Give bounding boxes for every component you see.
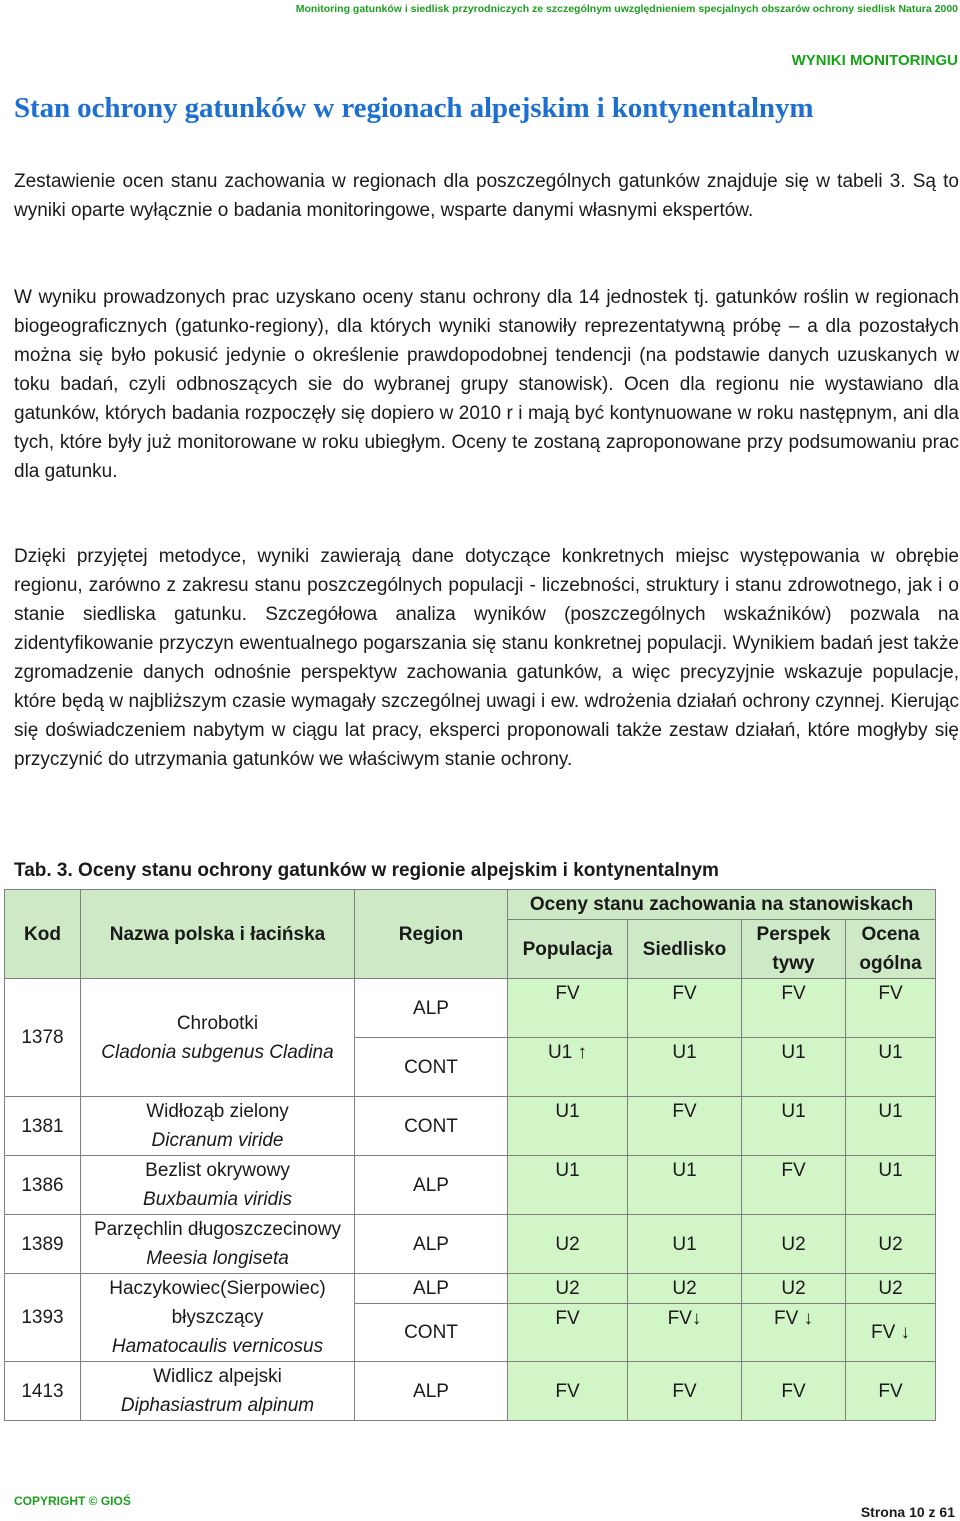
assessment-table [4, 889, 936, 1421]
cell-perspektywy: FV ↓ [742, 1304, 846, 1362]
cell-siedlisko: FV [628, 979, 742, 1038]
cell-kod: 1389 [5, 1215, 81, 1274]
cell-ocena: FV ↓ [846, 1304, 936, 1362]
cell-ocena: U2 [846, 1274, 936, 1304]
header-perspektywy: Perspek tywy [742, 920, 846, 979]
cell-ocena: U2 [846, 1215, 936, 1274]
cell-nazwa [81, 1097, 355, 1156]
header-siedlisko: Siedlisko [628, 920, 742, 979]
cell-siedlisko: FV [628, 1362, 742, 1421]
cell-region: ALP [355, 1215, 508, 1274]
cell-perspektywy: U1 [742, 1038, 846, 1097]
cell-perspektywy: FV [742, 1362, 846, 1421]
cell-region: ALP [355, 1274, 508, 1304]
cell-kod: 1393 [5, 1274, 81, 1362]
cell-kod: 1386 [5, 1156, 81, 1215]
cell-populacja: U1 ↑ [508, 1038, 628, 1097]
cell-perspektywy: FV [742, 979, 846, 1038]
name-polish: Widlicz alpejski [153, 1366, 282, 1387]
cell-siedlisko: FV↓ [628, 1304, 742, 1362]
cell-perspektywy: U1 [742, 1097, 846, 1156]
table-row [5, 1156, 936, 1215]
cell-populacja: U1 [508, 1097, 628, 1156]
cell-region: CONT [355, 1097, 508, 1156]
page-number: Strona 10 z 61 [860, 1504, 955, 1520]
table-row [5, 1362, 936, 1421]
cell-ocena: U1 [846, 1038, 936, 1097]
cell-populacja: U1 [508, 1156, 628, 1215]
cell-region: ALP [355, 1156, 508, 1215]
header-kod: Kod [5, 890, 81, 979]
page-title: Stan ochrony gatunków w regionach alpejskim i kontynentalnym [14, 92, 814, 124]
cell-populacja: U2 [508, 1215, 628, 1274]
name-latin: Diphasiastrum alpinum [120, 1395, 315, 1416]
cell-populacja: FV [508, 1362, 628, 1421]
header-group: Oceny stanu zachowania na stanowiskach [508, 890, 936, 920]
name-latin: Cladonia subgenus Cladina [101, 1041, 334, 1063]
name-latin: Meesia longiseta [146, 1248, 289, 1269]
cell-region: CONT [355, 1038, 508, 1097]
table-row [5, 1097, 936, 1156]
cell-populacja: FV [508, 979, 628, 1038]
table-row [5, 1274, 936, 1304]
paragraph-methodology: Dzięki przyjętej metodyce, wyniki zawierają dane dotyczące konkretnych miejsc występowania w obrębie regionu, zarówno z zakresu stanu poszczególnych populacji - liczebności, struktury i stanu zdrowotnego, jak i o stanie siedliska gatunku. Szczegółowa analiza wyników (poszczególnych wskaźników) pozwala na zidentyfikowanie przyczyn ewentualnego pogarszania się stanu konkretnej populacji. Wynikiem badań jest także zgromadzenie danych odnośnie perspektyw zachowania gatunków, a więc precyzyjnie wskazuje populacje, które będą w najbliższym czasie wymagały szczególnej uwagi i ew. wdrożenia działań ochrony czynnej. Kierując się doświadczeniem nabytym w ciągu lat pracy, eksperci proponowali także zestaw działań, które mogłyby się przyczynić do utrzymania gatunków we właściwym stanie ochrony. [14, 546, 959, 770]
name-polish: Chrobotki [176, 1012, 259, 1034]
cell-kod: 1413 [5, 1362, 81, 1421]
table-row [5, 979, 936, 1038]
table-caption: Tab. 3. Oceny stanu ochrony gatunków w regionie alpejskim i kontynentalnym [14, 860, 719, 881]
copyright-notice: COPYRIGHT © GIOŚ [14, 1494, 131, 1508]
cell-siedlisko: U1 [628, 1215, 742, 1274]
header-populacja: Populacja [508, 920, 628, 979]
name-latin: Hamatocaulis vernicosus [111, 1336, 324, 1357]
cell-kod: 1378 [5, 979, 81, 1097]
cell-ocena: U1 [846, 1097, 936, 1156]
cell-populacja: FV [508, 1304, 628, 1362]
running-header: Monitoring gatunków i siedlisk przyrodniczych ze szczególnym uwzględnieniem specjalnych obszarów ochrony siedlisk Natura 2000 [295, 3, 958, 15]
header-region: Region [355, 890, 508, 979]
header-nazwa: Nazwa polska i łacińska [81, 890, 355, 979]
name-polish: Haczykowiec(Sierpowiec) błyszczący [109, 1278, 326, 1328]
paragraph-intro: Zestawienie ocen stanu zachowania w regionach dla poszczególnych gatunków znajduje się w tabeli 3. Są to wyniki oparte wyłącznie o badania monitoringowe, wsparte danymi własnymi ekspertów. [14, 171, 959, 221]
cell-nazwa [81, 1362, 355, 1421]
cell-nazwa [81, 1215, 355, 1274]
cell-siedlisko: U2 [628, 1274, 742, 1304]
cell-ocena: FV [846, 1362, 936, 1421]
cell-nazwa [81, 1156, 355, 1215]
cell-nazwa [81, 1274, 355, 1362]
cell-region: ALP [355, 979, 508, 1038]
header-ocena: Ocena ogólna [846, 920, 936, 979]
cell-kod: 1381 [5, 1097, 81, 1156]
paragraph-results: W wyniku prowadzonych prac uzyskano oceny stanu ochrony dla 14 jednostek tj. gatunków roślin w regionach biogeograficznych (gatunko-regiony), dla których wyniki stanowiły reprezentatywną próbę – a dla pozostałych można się było pokusić jedynie o określenie prawdopodobnej tendencji (na podstawie danych uzuskanych w toku badań, czyli odbnoszących sie do wybranej grupy stanowisk). Ocen dla regionu nie wystawiano dla gatunków, których badania rozpoczęły się dopiero w 2010 r i mają być kontynuowane w roku następnym, ani dla tych, które były już monitorowane w roku ubiegłym. Oceny te zostaną zaproponowane przy podsumowaniu prac dla gatunku. [14, 287, 959, 482]
table-row [5, 1215, 936, 1274]
name-latin: Dicranum viride [151, 1130, 284, 1151]
cell-siedlisko: U1 [628, 1038, 742, 1097]
cell-nazwa [81, 979, 355, 1097]
cell-populacja: U2 [508, 1274, 628, 1304]
cell-perspektywy: U2 [742, 1274, 846, 1304]
cell-ocena: FV [846, 979, 936, 1038]
name-latin: Buxbaumia viridis [143, 1189, 292, 1210]
cell-perspektywy: U2 [742, 1215, 846, 1274]
cell-siedlisko: U1 [628, 1156, 742, 1215]
cell-ocena: U1 [846, 1156, 936, 1215]
cell-perspektywy: FV [742, 1156, 846, 1215]
cell-siedlisko: FV [628, 1097, 742, 1156]
cell-region: ALP [355, 1362, 508, 1421]
name-polish: Widłoząb zielony [146, 1101, 289, 1122]
name-polish: Parzęchlin długoszczecinowy [93, 1219, 342, 1240]
section-label: WYNIKI MONITORINGU [791, 52, 958, 69]
name-polish: Bezlist okrywowy [145, 1160, 290, 1181]
cell-region: CONT [355, 1304, 508, 1362]
